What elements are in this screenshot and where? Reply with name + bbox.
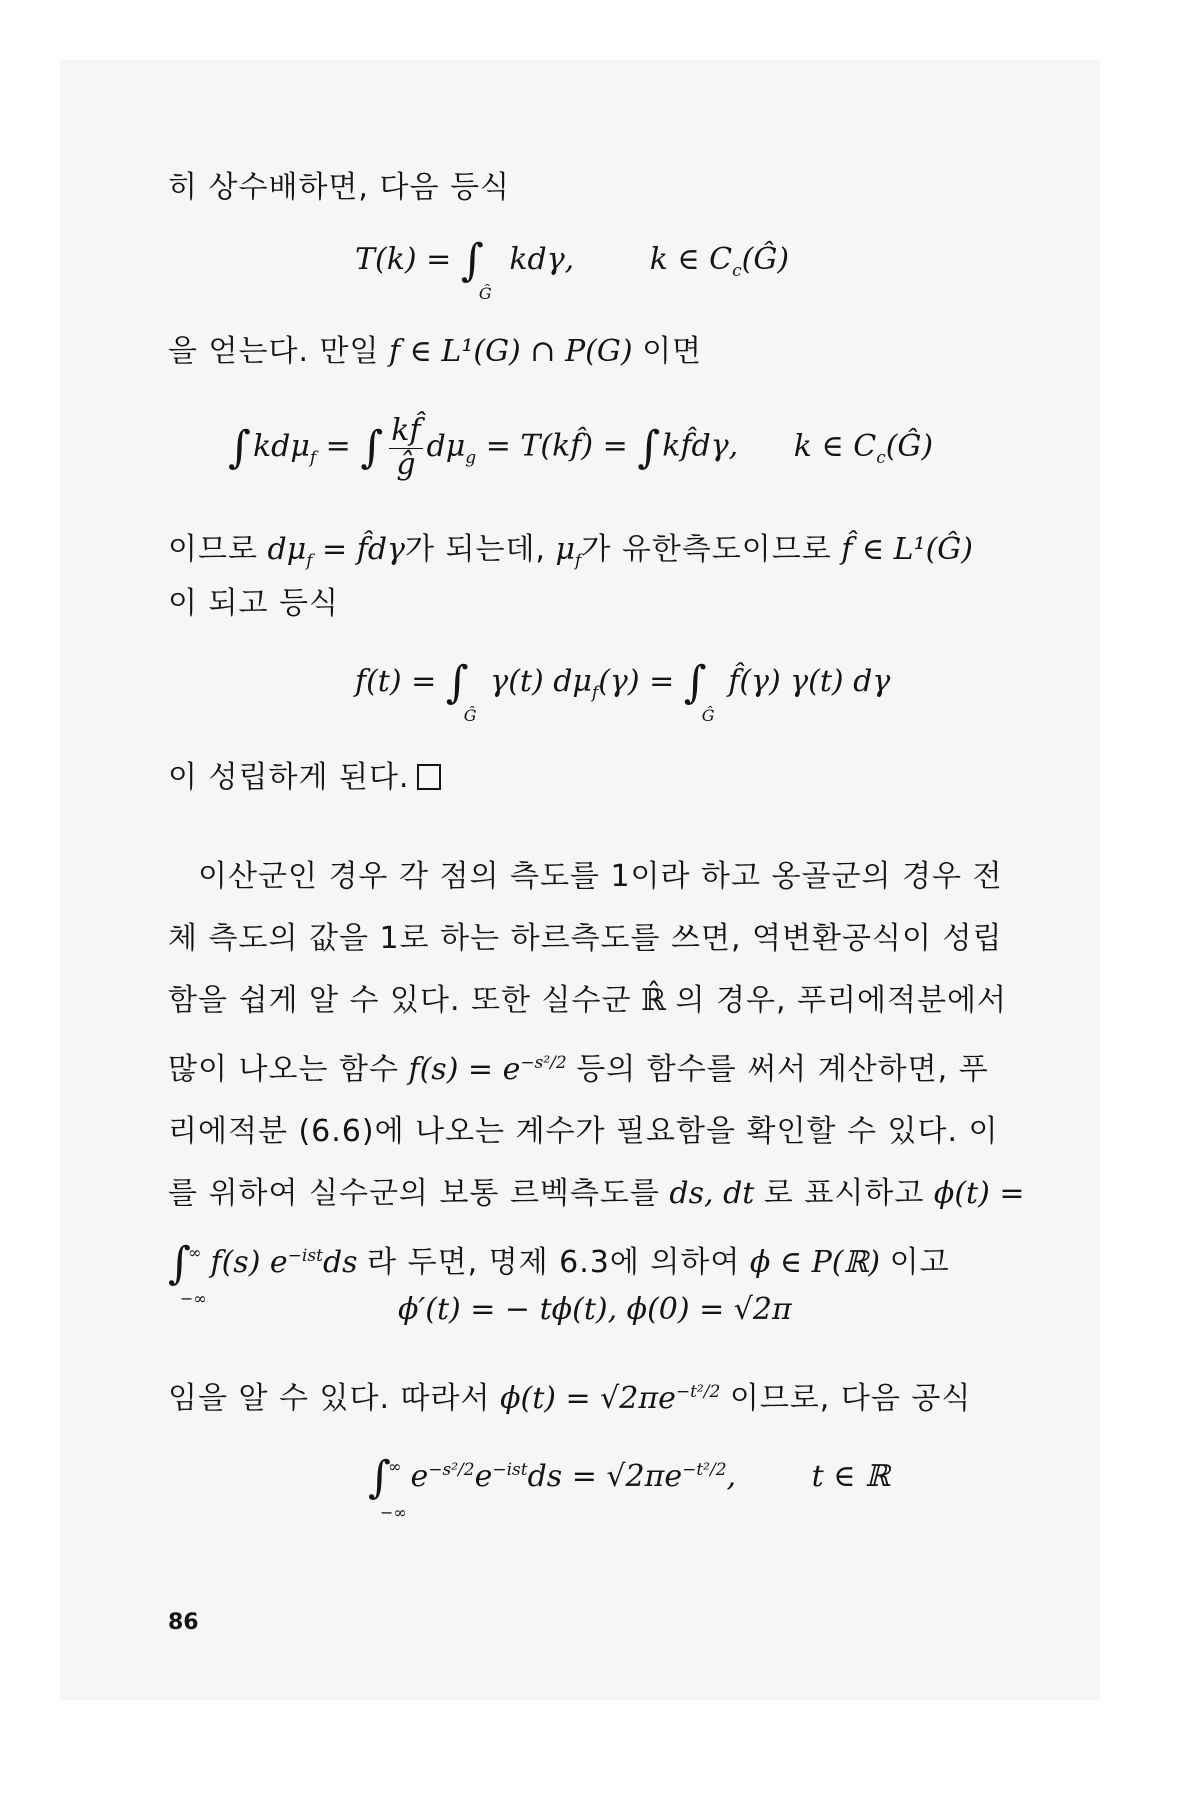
equation-1 (355, 235, 790, 303)
eq2-a: kdμ$_f$ (252, 428, 317, 468)
eq3-b1: γ(t) $d\mu_f(\gamma)$ = (490, 664, 675, 703)
text-line-3-m3: $\mu_f$ (555, 532, 582, 571)
integral-sign: ∫ (360, 421, 384, 473)
text-line-3-b: 가 되는데, (404, 532, 546, 567)
text-line-2-math: f ∈ L¹(G) ∩ P(G) (389, 334, 633, 369)
text-line-5-content: 이 성립하게 된다. (168, 760, 410, 795)
page-number: 86 (168, 1610, 199, 1635)
paragraph-row-4: 많이 나오는 함수 $f(s) = e^{-s^2/2}$ 등의 함수를 써서 계산하면, 푸 (168, 1052, 989, 1087)
text-line-1 (168, 168, 510, 208)
eq2-c: = T(kf̂) = (485, 428, 628, 464)
text-line-2-prefix: 을 얻는다. 만일 (168, 334, 380, 369)
eq3-left: f(t) = (355, 664, 437, 699)
paragraph-row-1: 이산군인 경우 각 점의 측도를 1이라 하고 옹골군의 경우 전 (198, 859, 1003, 894)
integral-sign: ∫ (460, 235, 484, 286)
text-line-1-content: 히 상수배하면, 다음 등식 (168, 170, 510, 205)
paragraph-row-2: 체 측도의 값을 1로 하는 하르측도를 쓰면, 역변환공식이 성립 (168, 921, 1003, 956)
eq5-body: $e^{-s^2/2}e^{-ist}ds = √2\pi e^{-t^2/2}$, (410, 1459, 737, 1494)
text-line-2 (168, 332, 702, 372)
eq1-condition: k ∈ $C_c(Ĝ)$ (649, 242, 790, 281)
text-line-3-a: 이므로 (168, 532, 258, 567)
text-line-2-suffix: 이면 (642, 334, 703, 369)
paragraph (168, 846, 1068, 1308)
eq1-body: kdγ, (509, 242, 575, 277)
eq5-condition: t ∈ ℝ (811, 1459, 890, 1494)
text-line-5 (168, 758, 441, 798)
eq2-equals: = (325, 428, 361, 464)
eq2-d: kf̂dγ, (662, 428, 739, 464)
eq3-b2: f̂(γ) γ(t) dγ (728, 664, 891, 699)
text-line-6-a: 임을 알 수 있다. 따라서 (168, 1381, 491, 1416)
eq2-fraction (389, 414, 422, 481)
text-line-3-c: 가 유한측도이므로 (581, 532, 832, 567)
eq4-content: ϕ′(t) = − tϕ(t), ϕ(0) = √2π (398, 1292, 792, 1327)
text-line-3-m1: $d\mu_f$ (267, 532, 313, 571)
text-line-6-b: 이므로, 다음 공식 (729, 1381, 972, 1416)
integral-sign: ∫ (637, 421, 661, 473)
eq3-integral-2: ∫ Ĝ (683, 657, 715, 725)
eq3-integral-1: ∫ Ĝ (445, 657, 477, 725)
equation-5 (368, 1450, 890, 1522)
eq2-frac-numerator: kf̂ (391, 413, 421, 448)
text-line-4-content: 이 되고 등식 (168, 586, 339, 621)
text-line-6-m: $\phi(t) = √2\pi e^{-t^2/2}$ (500, 1381, 721, 1416)
text-line-4 (168, 584, 339, 624)
text-line-3 (168, 530, 973, 581)
integral-sign: ∫ (228, 421, 251, 473)
eq2-b: $d\mu_g$ (426, 428, 477, 468)
paragraph-row-6: 를 위하여 실수군의 보통 르벡측도를 ds, dt 로 표시하고 ϕ(t) = (168, 1176, 1025, 1211)
text-line-3-m2: = f̂dγ (322, 532, 405, 567)
equation-4 (398, 1290, 792, 1330)
qed-box-icon (417, 764, 441, 790)
eq5-integral: ∫ ∞ −∞ (368, 1452, 407, 1522)
equation-2 (228, 414, 933, 481)
eq2-condition: k ∈ $C_c(Ĝ)$ (793, 428, 934, 468)
eq1-integral (460, 235, 492, 303)
equation-3 (355, 657, 891, 725)
paragraph-row-3: 함을 쉽게 알 수 있다. 또한 실수군 ℝ̂ 의 경우, 푸리에적분에서 (168, 983, 1007, 1018)
paragraph-row-7: ∫ ∞ −∞ f(s) $e^{-ist}ds$ 라 두면, 명제 6.3에 의하여 ϕ ∈ P(ℝ) 이고 (168, 1238, 950, 1308)
eq1-left: T(k) = (355, 242, 452, 277)
paragraph-row-5: 리에적분 (6.6)에 나오는 계수가 필요함을 확인할 수 있다. 이 (168, 1114, 999, 1149)
eq2-frac-denominator: ĝ (396, 447, 416, 482)
eq1-integral-limit: Ĝ (478, 284, 492, 303)
text-line-3-m4: f̂ ∈ L¹(Ĝ) (841, 532, 973, 567)
text-line-6 (168, 1372, 971, 1419)
